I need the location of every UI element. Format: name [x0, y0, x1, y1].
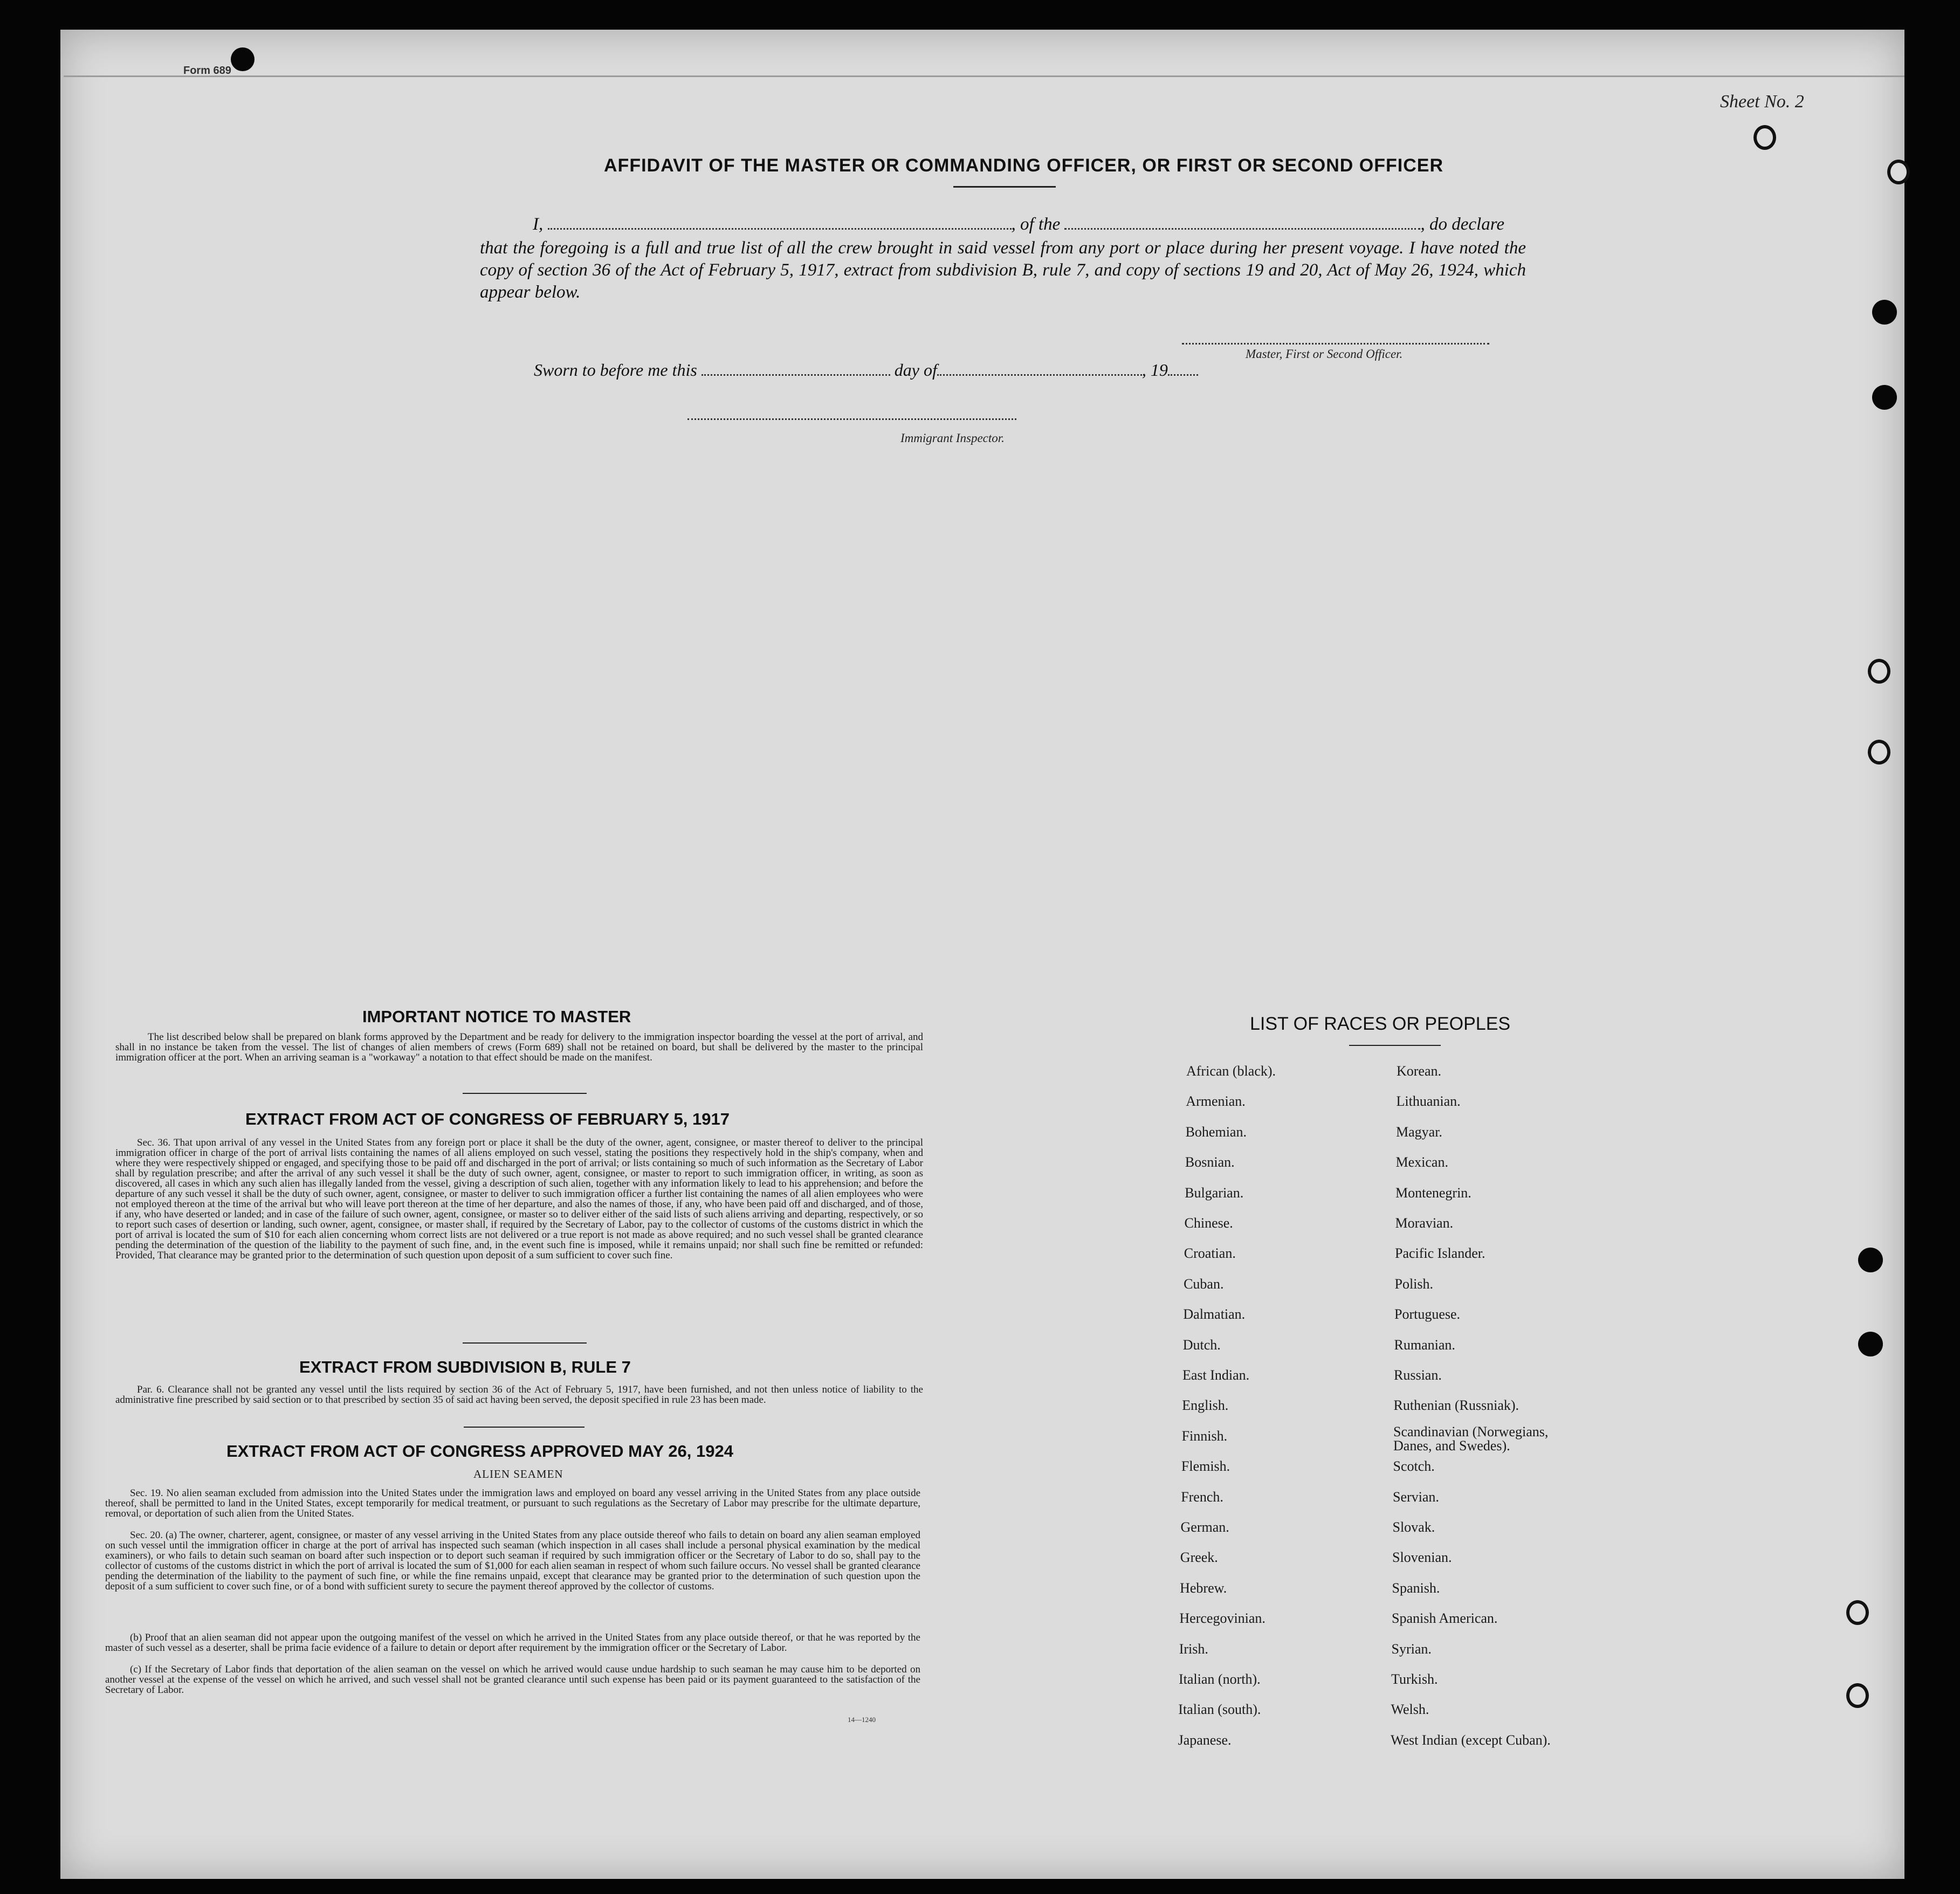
race-item: Chinese.	[1184, 1215, 1233, 1231]
sworn-year-field[interactable]	[1168, 374, 1198, 376]
race-item: Ruthenian (Russniak).	[1393, 1397, 1519, 1414]
race-item: Slovenian.	[1392, 1549, 1452, 1566]
master-signature-line[interactable]	[1182, 343, 1489, 345]
sec-19-text: Sec. 19. No alien seaman excluded from admission into the United States under the immigration laws and employed on board any vessel arriving in the United States from any place outside thereof, shall be permitted to land in the United States, except temporarily for medical treatment, or pursuant to such regulations as the Secretary of Labor may prescribe for the ultimate departure, removal, or deportation of such alien from the United States.	[105, 1487, 920, 1519]
print-code: 14—1240	[848, 1716, 876, 1724]
sworn-label: Sworn to before me this	[534, 360, 697, 380]
race-item: Korean.	[1397, 1063, 1442, 1079]
race-item: Cuban.	[1184, 1276, 1224, 1292]
race-item: Bulgarian.	[1185, 1184, 1244, 1201]
punch-hole-ring	[1846, 1683, 1869, 1708]
race-item: East Indian.	[1182, 1367, 1250, 1383]
race-item: German.	[1180, 1519, 1229, 1535]
race-item: Polish.	[1394, 1276, 1434, 1292]
punch-hole-ring	[1846, 1600, 1869, 1625]
race-item: Scotch.	[1393, 1458, 1435, 1475]
punch-hole-ring	[1887, 160, 1910, 184]
master-signature-label: Master, First or Second Officer.	[1246, 347, 1403, 361]
race-item: Rumanian.	[1394, 1337, 1455, 1353]
punch-hole-ring	[1868, 659, 1890, 684]
race-item: Bohemian.	[1185, 1124, 1247, 1140]
race-item: Bosnian.	[1185, 1154, 1235, 1170]
punch-hole	[1858, 1248, 1883, 1272]
race-item: African (black).	[1186, 1063, 1276, 1079]
affidavit-body: that the foregoing is a full and true list of all the crew brought in said vessel from any port or place during her present voyage. I have noted the copy of section 36 of the Act of February 5, 1917, extract from subdivision B, rule 7, and copy of sections 19 and 20, Act of May 26, 1924, which appear below.	[480, 238, 1526, 302]
race-item: Irish.	[1179, 1641, 1208, 1657]
race-item: Pacific Islander.	[1395, 1245, 1486, 1262]
punch-hole-ring	[1868, 740, 1890, 765]
section-rule	[463, 1342, 587, 1344]
punch-hole	[1858, 1332, 1883, 1356]
title-rule	[953, 186, 1056, 188]
notice-text: The list described below shall be prepared on blank forms approved by the Department and be ready for delivery to the immigration inspector boarding the vessel at the port of arrival, and shall in no instance be taken from the vessel. The list of changes of alien members of crews (Form 689) shall not be retained on board, but shall be delivered by the master to the principal immigration officer at the port. When an arriving seaman is a "workaway" a notation to that effect should be made on the manifest.	[115, 1031, 923, 1063]
sec-20c-text: (c) If the Secretary of Labor finds that deportation of the alien seaman on the vessel on which he arrived would cause undue hardship to such seaman he may cause him to be deported on another vessel at the expense of the vessel on which he arrived, and such vessel shall not be granted clearance until such expense has been paid or its payment guaranteed to the satisfaction of the Secretary of Labor.	[105, 1664, 920, 1696]
affidavit-i-label: I,	[533, 215, 544, 234]
extract-1917-title: EXTRACT FROM ACT OF CONGRESS OF FEBRUARY 5, 1917	[245, 1110, 730, 1128]
race-item: French.	[1181, 1489, 1223, 1505]
race-item: Greek.	[1180, 1549, 1218, 1566]
affidavit-title: AFFIDAVIT OF THE MASTER OR COMMANDING OFFICER, OR FIRST OR SECOND OFFICER	[604, 155, 1443, 176]
race-item: Welsh.	[1391, 1702, 1429, 1718]
race-item: Scandinavian (Norwegians, Danes, and Swedes).	[1393, 1423, 1549, 1454]
affidavit-first-line	[533, 215, 1526, 235]
affidavit-of-the-label: , of the	[1011, 215, 1061, 234]
punch-hole	[1872, 385, 1897, 410]
sworn-line	[534, 360, 1198, 380]
sheet-number: Sheet No. 2	[1720, 92, 1804, 112]
rule-7-title: EXTRACT FROM SUBDIVISION B, RULE 7	[299, 1358, 631, 1376]
race-item: Dutch.	[1182, 1337, 1221, 1353]
race-item: Finnish.	[1181, 1428, 1228, 1444]
race-item: Hebrew.	[1180, 1580, 1227, 1596]
race-item: Moravian.	[1395, 1215, 1454, 1231]
inspector-signature-line[interactable]	[687, 418, 1016, 420]
race-item: Dalmatian.	[1183, 1306, 1246, 1323]
race-item: Armenian.	[1186, 1093, 1246, 1110]
races-title: LIST OF RACES OR PEOPLES	[1250, 1014, 1511, 1034]
race-item: Syrian.	[1391, 1641, 1432, 1657]
sec-20b-text: (b) Proof that an alien seaman did not appear upon the outgoing manifest of the vessel on which he arrived in the United States from any place outside thereof, or that he was reported by the master of such vessel as a deserter, shall be prima facie evidence of a failure to detain or deport after requirement by the immigration officer or the Secretary of Labor.	[105, 1632, 920, 1654]
race-item: Montenegrin.	[1395, 1184, 1471, 1201]
sworn-day-field[interactable]	[702, 374, 890, 376]
extract-1917-text: Sec. 36. That upon arrival of any vessel in the United States from any foreign port or place it shall be the duty of the owner, agent, consignee, or master thereof to deliver to the principal immigration officer in charge of the port of arrival lists containing the names of all aliens employed on such vessel, stating the positions they respectively hold in the ship's company, when and where they were respectively shipped or engaged, and specifying those to be paid off and discharged in the port of arrival; or lists containing so much of such information as the Secretary of Labor shall by regulation prescribe; and after the arrival of any such vessel it shall be the duty of such owner, agent, consignee, or master to report to such immigration officer, in writing, as soon as discovered, all cases in which any such alien has illegally landed from the vessel, giving a description of such alien, together with any information likely to lead to his apprehension; and before the departure of any such vessel it shall be the duty of such owner, agent, consignee, or master to deliver to such immigration officer a further list containing the names of all alien employees who were not employed thereon at the time of the arrival but who will leave port thereon at the time of her departure, and also the names of those, if any, who have been paid off and discharged, and of those, if any, who have deserted or landed; and in case of the failure of such owner, agent, consignee, or master so to deliver either of the said lists of such aliens arriving and departing, respectively, or so to report such cases of desertion or landing, such owner, agent, consignee, or master shall, if required by the Secretary of Labor, pay to the collector of customs of the customs district in which the port of arrival is located the sum of $10 for each alien concerning whom correct lists are not delivered or a true report is not made as above required; and no such vessel shall be granted clearance pending the determination of the question of the liability to the payment of such fine, and, in the event such fine is imposed, while it remains unpaid; nor shall such fine be remitted or refunded: Provided, That clearance may be granted prior to the determination of such question upon deposit of a sum sufficient to cover such fine.	[115, 1137, 923, 1261]
section-rule	[463, 1093, 587, 1094]
race-item: Mexican.	[1395, 1154, 1448, 1170]
back-sheet-edge	[64, 75, 1904, 1881]
race-item: Russian.	[1394, 1367, 1442, 1383]
section-rule	[464, 1427, 584, 1428]
race-item: West Indian (except Cuban).	[1391, 1732, 1551, 1748]
race-item: Spanish American.	[1392, 1610, 1498, 1627]
inspector-signature-label: Immigrant Inspector.	[900, 431, 1005, 445]
race-item: Turkish.	[1391, 1671, 1438, 1687]
notice-title: IMPORTANT NOTICE TO MASTER	[362, 1007, 631, 1026]
year-prefix-label: , 19	[1141, 360, 1168, 380]
race-item: Croatian.	[1184, 1245, 1236, 1262]
race-item: Flemish.	[1181, 1458, 1230, 1475]
sec-20a-text: Sec. 20. (a) The owner, charterer, agent, consignee, or master of any vessel arriving in the United States from any place outside thereof who fails to detain on board any alien seaman employed on such vessel until the immigration officer in charge at the port of arrival has inspected such seaman (which inspection in all cases shall include a personal physical examination by the medical examiners), or who fails to detain such seaman on board after such inspection or to deport such seaman if required by such immigration officer or the Secretary of Labor to do so, shall pay to the collector of customs of the customs district in which the port of arrival is located the sum of $1,000 for each alien seaman in respect of whom such failure occurs. No vessel shall be granted clearance pending the determination of the liability to the payment of such fine, or while the fine remains unpaid, except that clearance may be granted prior to the determination of such question upon the deposit of a sum sufficient to cover such fine, or of a bond with sufficient surety to secure the payment thereof approved by the collector of customs.	[105, 1530, 920, 1592]
race-item: Portuguese.	[1394, 1306, 1461, 1323]
race-item: English.	[1182, 1397, 1229, 1414]
master-name-field[interactable]	[548, 228, 1012, 230]
race-item: Spanish.	[1392, 1580, 1440, 1596]
sworn-month-field[interactable]	[937, 374, 1142, 376]
race-item: Hercegovinian.	[1179, 1610, 1266, 1627]
rule-7-text: Par. 6. Clearance shall not be granted any vessel until the lists required by section 36 of the Act of February 5, 1917, have been furnished, and not then unless notice of liability to the administrative fine prescribed by said section or to that prescribed by section 35 of said act having been served, the deposit specified in rule 23 has been made.	[115, 1384, 923, 1406]
vessel-name-field[interactable]	[1064, 228, 1420, 230]
alien-seamen-subtitle: ALIEN SEAMEN	[473, 1468, 563, 1480]
punch-hole-ring	[1753, 125, 1776, 150]
race-item: Magyar.	[1396, 1124, 1442, 1140]
race-item: Italian (north).	[1179, 1671, 1261, 1687]
extract-1924-title: EXTRACT FROM ACT OF CONGRESS APPROVED MAY 26, 1924	[226, 1442, 733, 1461]
day-of-label: day of	[894, 360, 937, 380]
race-item: Slovak.	[1392, 1519, 1435, 1535]
affidavit-declare-label: , do declare	[1420, 215, 1504, 234]
race-item: Italian (south).	[1178, 1702, 1261, 1718]
punch-hole-top	[231, 47, 255, 71]
races-title-rule	[1349, 1045, 1441, 1046]
race-item: Japanese.	[1178, 1732, 1232, 1748]
form-number: Form 689	[183, 65, 231, 77]
punch-hole	[1872, 300, 1897, 325]
race-item: Servian.	[1393, 1489, 1439, 1505]
race-item: Lithuanian.	[1396, 1093, 1461, 1110]
